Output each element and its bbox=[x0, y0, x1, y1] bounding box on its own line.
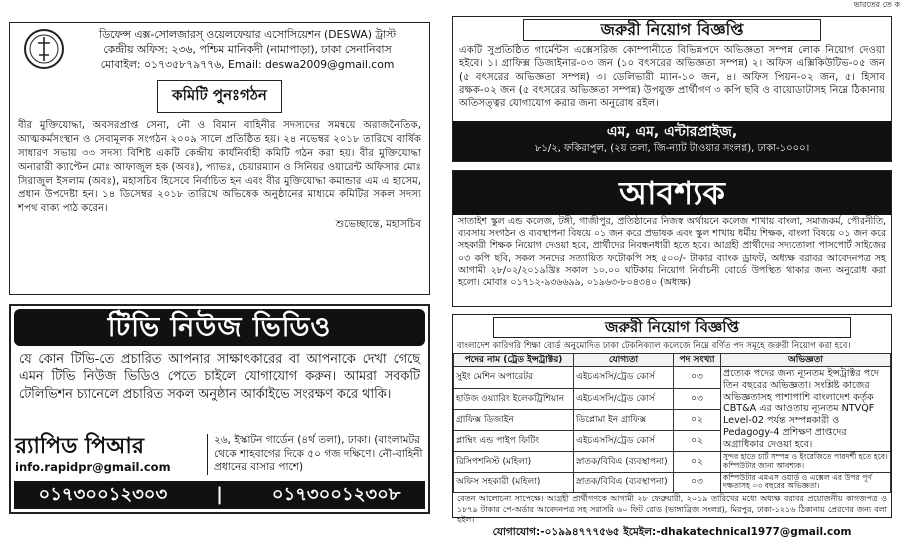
deswa-logo-icon bbox=[24, 29, 64, 69]
job-notice-technical bbox=[452, 314, 892, 538]
tv-title: টিভি নিউজ ভিডিও bbox=[14, 309, 425, 346]
job1-title: জরুরী নিয়োগ বিজ্ঞপ্তি bbox=[523, 19, 821, 41]
tv-brand: র‍্যাপিড পিআর bbox=[15, 434, 144, 459]
job3-col-count: পদ সংখ্যা bbox=[674, 354, 721, 367]
job3-title: জরুরী নিয়োগ বিজ্ঞপ্তি bbox=[493, 317, 851, 338]
job-notice-garments bbox=[452, 16, 892, 162]
job3-cell-qual: স্নাতক/বিবিএ (ব্যবস্থাপনা) bbox=[574, 452, 674, 472]
tv-phone-bar bbox=[14, 481, 425, 509]
job3-cell-count: ০২ bbox=[674, 431, 721, 452]
table-row bbox=[454, 452, 891, 472]
job3-cell-qual: ডিপ্লোমা ইন গ্রাফিক্স bbox=[574, 409, 674, 430]
tv-phone-1[interactable]: ০১৭৩০০১২৩০৩ bbox=[38, 484, 168, 505]
deswa-signoff: শুভেচ্ছান্তে, মহাসচিব bbox=[335, 219, 421, 231]
tv-email: info.rapidpr@gmail.com bbox=[15, 460, 171, 474]
job3-cell-post: গ্রাফিক্স ডিজাইন bbox=[454, 409, 574, 430]
deswa-contact: মোবাইল: ০১৭৩৫৮৭৯৭৭৬, Email: deswa2009@gmail.com bbox=[100, 58, 395, 71]
tv-body: যে কোন টিভি-তে প্রচারিত আপনার সাক্ষাৎকারের বা আপনাকে দেখা গেছে এমন টিভি নিউজ ভিডিও পেতে চাইলে যোগাযোগ করুন। আমরা সবকটি টেলিভিশন চ্যানেলে প্রচারিত সকল অনুষ্ঠান আর্কাইভে সংরক্ষণ করে থাকি। bbox=[19, 352, 420, 402]
job3-cell-qual: এইচএসসি/ট্রেড কোর্স bbox=[574, 367, 674, 388]
table-row bbox=[454, 367, 891, 388]
job3-footer: বেতন আলোচনা সাপেক্ষে। আগ্রহী প্রার্থীগণকে আগামী ২৮ ফেব্রুয়ারী, ২০১৯ তারিখের মধ্যে অধ্যক্ষ বরাবর প্রয়োজনীয় কাগজপত্র ও ১৮৭৯ টাকার পে-অর্ডার আবেদনপত্র সহ সরাসরি ৬০ ফিট রোড (ভাঙ্গাব্রিজ সংলগ্ন), মিরপুর, ঢাকা-১২১৬ ঠিকানায় প্রেরণের জন্য বলা হইল। bbox=[457, 494, 887, 525]
job3-cell-post: রিসিপশনিস্ট (মহিলা) bbox=[454, 452, 574, 472]
job3-cell-count: ০৩ bbox=[674, 472, 721, 492]
job2-title: আবশ্যক bbox=[453, 171, 891, 215]
deswa-body: বীর মুক্তিযোদ্ধা, অবসরপ্রাপ্ত সেনা, নৌ ও বিমান বাহিনীর সদস্যদের সমন্বয়ে অরাজনৈতিক, আত্মকর্মসংস্থান ও সেবামূলক সংগঠন ২০০৯ সালে প্রতিষ্ঠিত হয়। ২৪ নভেম্বর ২০১৮ তারিখে বার্ষিক সাধারণ সভায় ৩৩ সদস্য বিশিষ্ট একটি কেন্দ্রীয় কার্যনির্বাহী কমিটি গঠন করা হয়। বীর মুক্তিযোদ্ধা অনারারী ক্যাপ্টেন মোঃ আফাজুল হক (অবঃ), প্যাভঃ, চেয়ারম্যান ও সিনিয়র ওয়ারেন্ট অফিসার মোঃ সিরাজুল ইসলাম (অবঃ), মহাসচিব হিসেবে নির্বাচিত হন এবং বীর মুক্তিযোদ্ধা কমান্ডার এম এ হাসেম, প্রধান উপদেষ্টা হন। ১৪ ডিসেম্বর ২০১৮ তারিখে অভিষেক অনুষ্ঠানের মাধ্যমে কমিটির সকল সদস্য শপথ বাক্য পাঠ করেন। bbox=[18, 120, 421, 215]
job3-cell-post: সুইং মেশিন অপারেটর bbox=[454, 367, 574, 388]
job3-intro: বাংলাদেশ কারিগরি শিক্ষা বোর্ড অনুমোদিত ঢাকা টেকনিক্যাল কলেজে নিম্নে বর্ণিত পদ সমূহে জরুরী নিয়োগ করা হবে। bbox=[457, 341, 851, 351]
job3-cell-exp-office: কম্পিউটার এমএস ওয়ার্ড ও এক্সেল এর উপর পূর্ণ দক্ষতাসহ ০৩ বছরের অভিজ্ঞতা। bbox=[721, 472, 891, 492]
job2-body: সাতাইশ স্কুল এন্ড কলেজ, টঙ্গী, গাজীপুর, প্রতিষ্ঠানের নিজস্ব অর্থায়নে কলেজ শাখায় বাংলা, সমাজকর্ম, পৌরনীতি, ব্যবসায় সংগঠন ও ব্যবস্থাপনা বিষয়ে ০১ জন করে প্রভাষক এবং স্কুল শাখায় ধর্মীয় শিক্ষক, বাংলা বিষয়ে ০১ জন করে সহকারী শিক্ষক নিয়োগ দেওয়া হবে, প্রার্থীদের নিবন্ধনধারী হতে হবে। আগ্রহী প্রার্থীদের সদ্যতোলা পাসপোর্ট সাইজের ০৩ কপি ছবি, সকল সনদের সত্যায়িত ফটোকপি সহ ৫০০/- টাকার ব্যাংক ড্রাফট, অধ্যক্ষ বরাবর আবেদনপত্র সহ আগামী ২৮/০২/২০১৯খ্রিঃ সকাল ১০.০০ ঘটিকায় নিয়োগ নির্বাচনী বোর্ডে উপস্থিত থাকার জন্য অনুরোধ করা হলো। মোবাঃ ০১৭১২-৯৩৬৬৯৯, ০১৯৬৩-৮০৪৩৪০ (অধ্যক্ষ) bbox=[458, 216, 886, 289]
job3-cell-post: প্লাম্বিং এন্ড পাইপ ফিটিং bbox=[454, 431, 574, 452]
job3-cell-exp-main: প্রত্যেক পদের জন্য ন্যূনতম ইন্সট্রাক্টর পদে তিন বছরের অভিজ্ঞতা। সংশ্লিষ্ট কাজের অভিজ্ঞতাসহ পাশাপাশি বাংলাদেশ কর্তৃক CBT&A এর আওতায় ন্যূনতম NTVQF Level-02 পর্যন্ত সম্পন্নকারী ও Pedagogy-4 প্রশিক্ষণ প্রাপ্তদের অগ্রাধিকার দেওয়া হবে। bbox=[721, 367, 891, 452]
job3-cell-post: অফিস সহকারী (মহিলা) bbox=[454, 472, 574, 492]
job3-table bbox=[453, 353, 891, 493]
table-row bbox=[454, 472, 891, 492]
top-right-snippet: ভারতের তে ক bbox=[853, 0, 900, 9]
job3-contact: যোগাযোগ:-০১৯৯৪৭৭৭৫৬৫ ইমেইল:-dhakatechnical1977@gmail.com bbox=[492, 525, 852, 538]
job1-body: একটি সুপ্রতিষ্ঠিত গার্মেন্টস এক্সেসরিজ কোম্পানীতে বিভিন্নপদে অভিজ্ঞতা সম্পন্ন লোক নিয়োগ দেওয়া হইবে। ১। গ্রাফিক্স ডিজাইনার-০৩ জন (১০ বৎসরের অভিজ্ঞতা সম্পন্ন) ২। অফিস এক্সিকিউটিভ-০৫ জন (৫ বৎসরের অভিজ্ঞতা সম্পন্ন) ৩। ডেলিভারী ম্যান-১০ জন, ৪। অফিস পিয়ন-০২ জন, ৫। হিসাব রক্ষক-০২ জন (৫ বৎসরের অভিজ্ঞতা সম্পন্ন) উপযুক্ত প্রার্থীগণ ৩ কপি ছবি ও বায়োডাটাসহ নিম্নে ঠিকানায় অতিসত্ত্বর যোগাযোগ করার জন্য অনুরোধ রইল। bbox=[459, 45, 885, 109]
job3-cell-qual: স্নাতক/বিবিএ (ব্যবস্থাপনা) bbox=[574, 472, 674, 492]
deswa-heading: কমিটি পুনঃগঠন bbox=[157, 80, 282, 113]
tv-phone-2[interactable]: ০১৭৩০০১২৩০৮ bbox=[271, 484, 401, 505]
job3-cell-exp-reception: সুন্দর হাতে চার্ট সম্পন্ন ও ইংরেজিতে পারদর্শী হতে হবে। কম্পিউটার জানা আবশ্যক। bbox=[721, 452, 891, 472]
deswa-address: কেন্দ্রীয় অফিস: ২৩৬, পশ্চিম মানিকদী (নামাপাড়া), ঢাকা সেনানিবাস bbox=[103, 43, 392, 56]
tv-address: ২৬, ইস্কাটন গার্ডেন (৪র্থ তলা), ঢাকা। (বাংলামটর থেকে শাহবাগের দিকে ৫০ গজ দক্ষিণে। নৌ-বাহিনী প্রধানের বাসার পাশে) bbox=[207, 434, 432, 475]
job3-cell-qual: এইচএসসি/ট্রেড কোর্স bbox=[574, 431, 674, 452]
deswa-title: ডিফেন্স এক্স-সোলজারস্‌ ওয়েলফেয়ার এসোসিয়েশন (DESWA) ট্রাস্ট bbox=[99, 28, 396, 41]
job1-address: ৮১/২, ফকিরাপুল, (২য় তলা, জি-ন্যাট টাওয়ার সংলগ্ন), ঢাকা-১০০০। bbox=[534, 143, 810, 154]
job-notice-school bbox=[452, 170, 892, 307]
job3-cell-count: ০৩ bbox=[674, 367, 721, 388]
tv-news-ad bbox=[9, 304, 430, 514]
job3-col-exp: অভিজ্ঞতা bbox=[721, 354, 891, 367]
job1-footer bbox=[453, 121, 891, 161]
job3-cell-count: ০৩ bbox=[674, 388, 721, 409]
job3-cell-qual: এইচএসসি/ট্রেড কোর্স bbox=[574, 388, 674, 409]
job3-col-qual: যোগ্যতা bbox=[574, 354, 674, 367]
tv-phone-divider: | bbox=[216, 484, 223, 505]
job3-cell-post: হাউজ ওয়্যারিং ইলেকট্রিশিয়ান bbox=[454, 388, 574, 409]
job3-col-post: পদের নাম (ট্রেড ইন্সট্রাক্টর) bbox=[454, 354, 574, 367]
job3-cell-count: ০২ bbox=[674, 452, 721, 472]
deswa-notice bbox=[9, 22, 430, 295]
job1-company: এম, এম, এন্টারপ্রাইজ, bbox=[606, 124, 738, 140]
job3-cell-count: ০২ bbox=[674, 409, 721, 430]
